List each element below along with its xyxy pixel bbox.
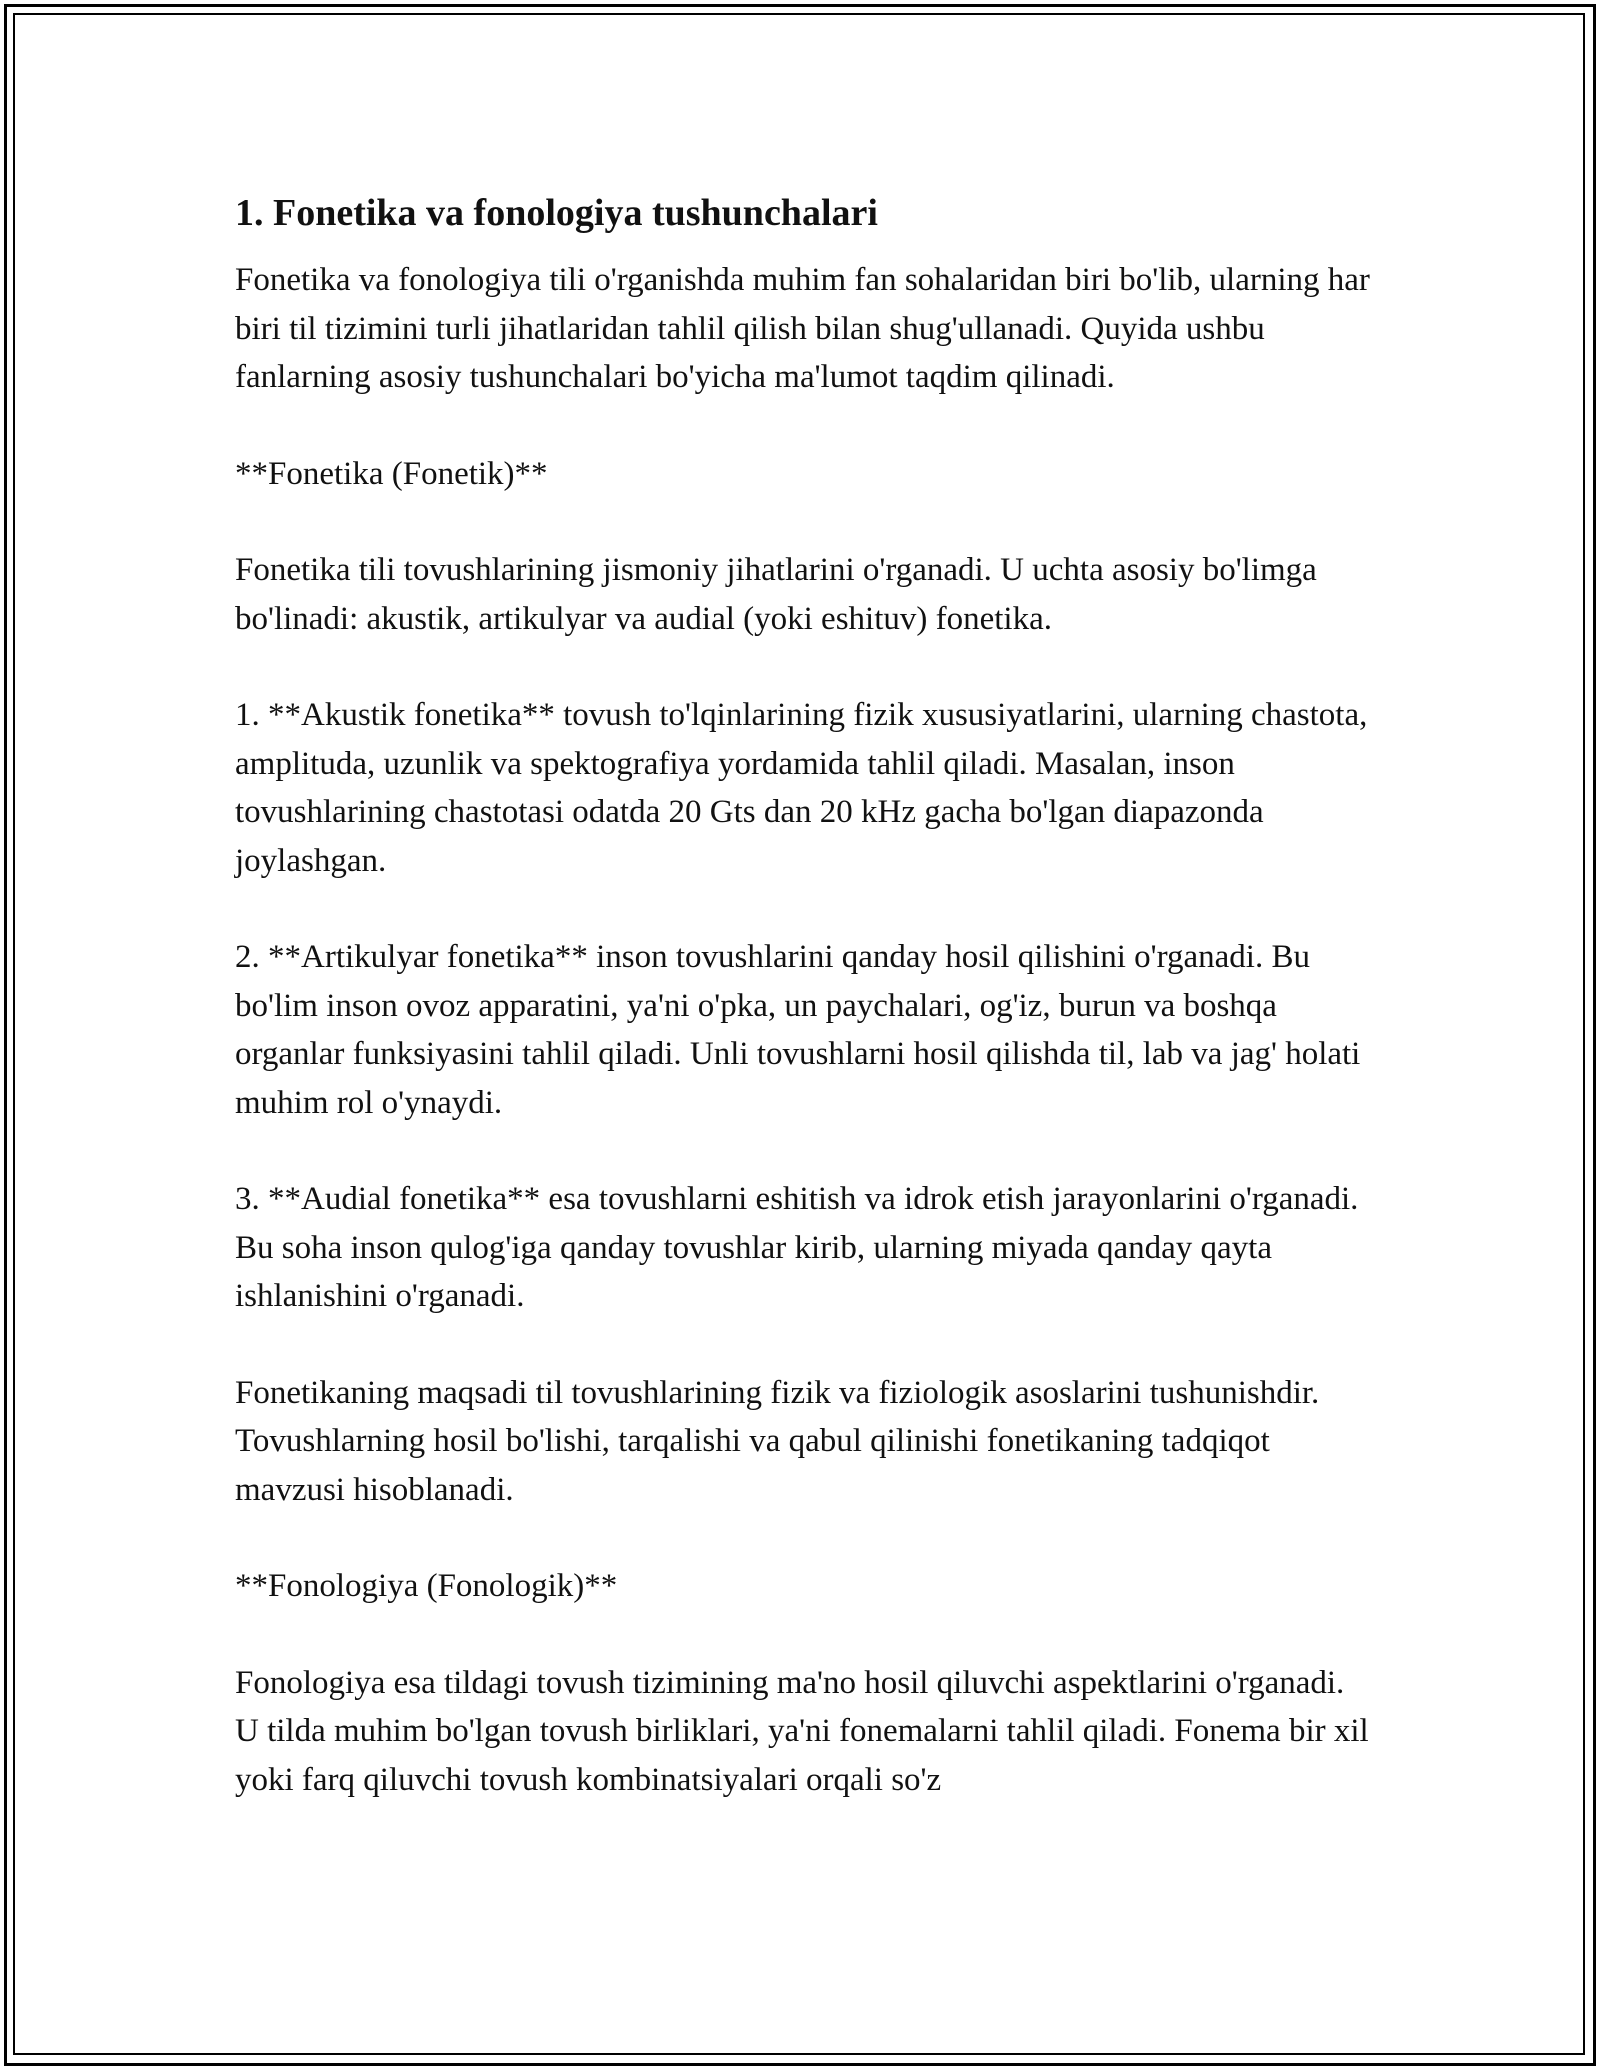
intro-paragraph: Fonetika va fonologiya tili o'rganishda muhim fan sohalaridan biri bo'lib, ularning har biri til tizimini turli jihatlaridan tahlil qilish bilan shug'ullanadi. Quyida ushbu fanlarning asosiy tushunchalari bo'yicha ma'lumot taqdim qilinadi. xyxy=(235,262,1370,395)
akustik-fonetika-paragraph: 1. **Akustik fonetika** tovush to'lqinlarining fizik xususiyatlarini, ularning chastota, amplituda, uzunlik va spektografiya yordamida tahlil qiladi. Masalan, inson tovushlarining chastotasi odatda 20 Gts dan 20 kHz gacha bo'lgan diapazonda joylashgan. xyxy=(235,697,1368,879)
section-heading-fonologiya: **Fonologiya (Fonologik)** xyxy=(235,1568,618,1604)
fonetika-definition-paragraph: Fonetika tili tovushlarining jismoniy jihatlarini o'rganadi. U uchta asosiy bo'limga bo'linadi: akustik, artikulyar va audial (yoki eshituv) fonetika. xyxy=(235,552,1317,637)
artikulyar-fonetika-paragraph: 2. **Artikulyar fonetika** inson tovushlarini qanday hosil qilishini o'rganadi. Bu bo'lim inson ovoz apparatini, ya'ni o'pka, un paychalari, og'iz, burun va boshqa organlar funksiyasini tahlil qiladi. Unli tovushlarni hosil qilishda til, lab va jag' holati muhim rol o'ynaydi. xyxy=(235,939,1361,1121)
document-body xyxy=(235,182,1375,1852)
section-heading-fonetika: **Fonetika (Fonetik)** xyxy=(235,455,548,492)
audial-fonetika-paragraph: 3. **Audial fonetika** esa tovushlarni eshitish va idrok etish jarayonlarini o'rganadi. Bu soha inson qulog'iga qanday tovushlar kirib, ularning miyada qanday qayta ishlanishini o'rganadi. xyxy=(235,1181,1359,1314)
document-title: 1. Fonetika va fonologiya tushunchalari xyxy=(235,192,878,234)
fonetika-goal-paragraph: Fonetikaning maqsadi til tovushlarining fizik va fiziologik asoslarini tushunishdir. Tovushlarning hosil bo'lishi, tarqalishi va qabul qilinishi fonetikaning tadqiqot mavzusi hisoblanadi. xyxy=(235,1374,1320,1508)
fonologiya-definition-paragraph: Fonologiya esa tildagi tovush tizimining ma'no hosil qiluvchi aspektlarini o'rganadi. U tilda muhim bo'lgan tovush birliklari, ya'ni fonemalarni tahlil qiladi. Fonema bir xil yoki farq qiluvchi tovush kombinatsiyalari orqali so'z xyxy=(235,1664,1369,1798)
